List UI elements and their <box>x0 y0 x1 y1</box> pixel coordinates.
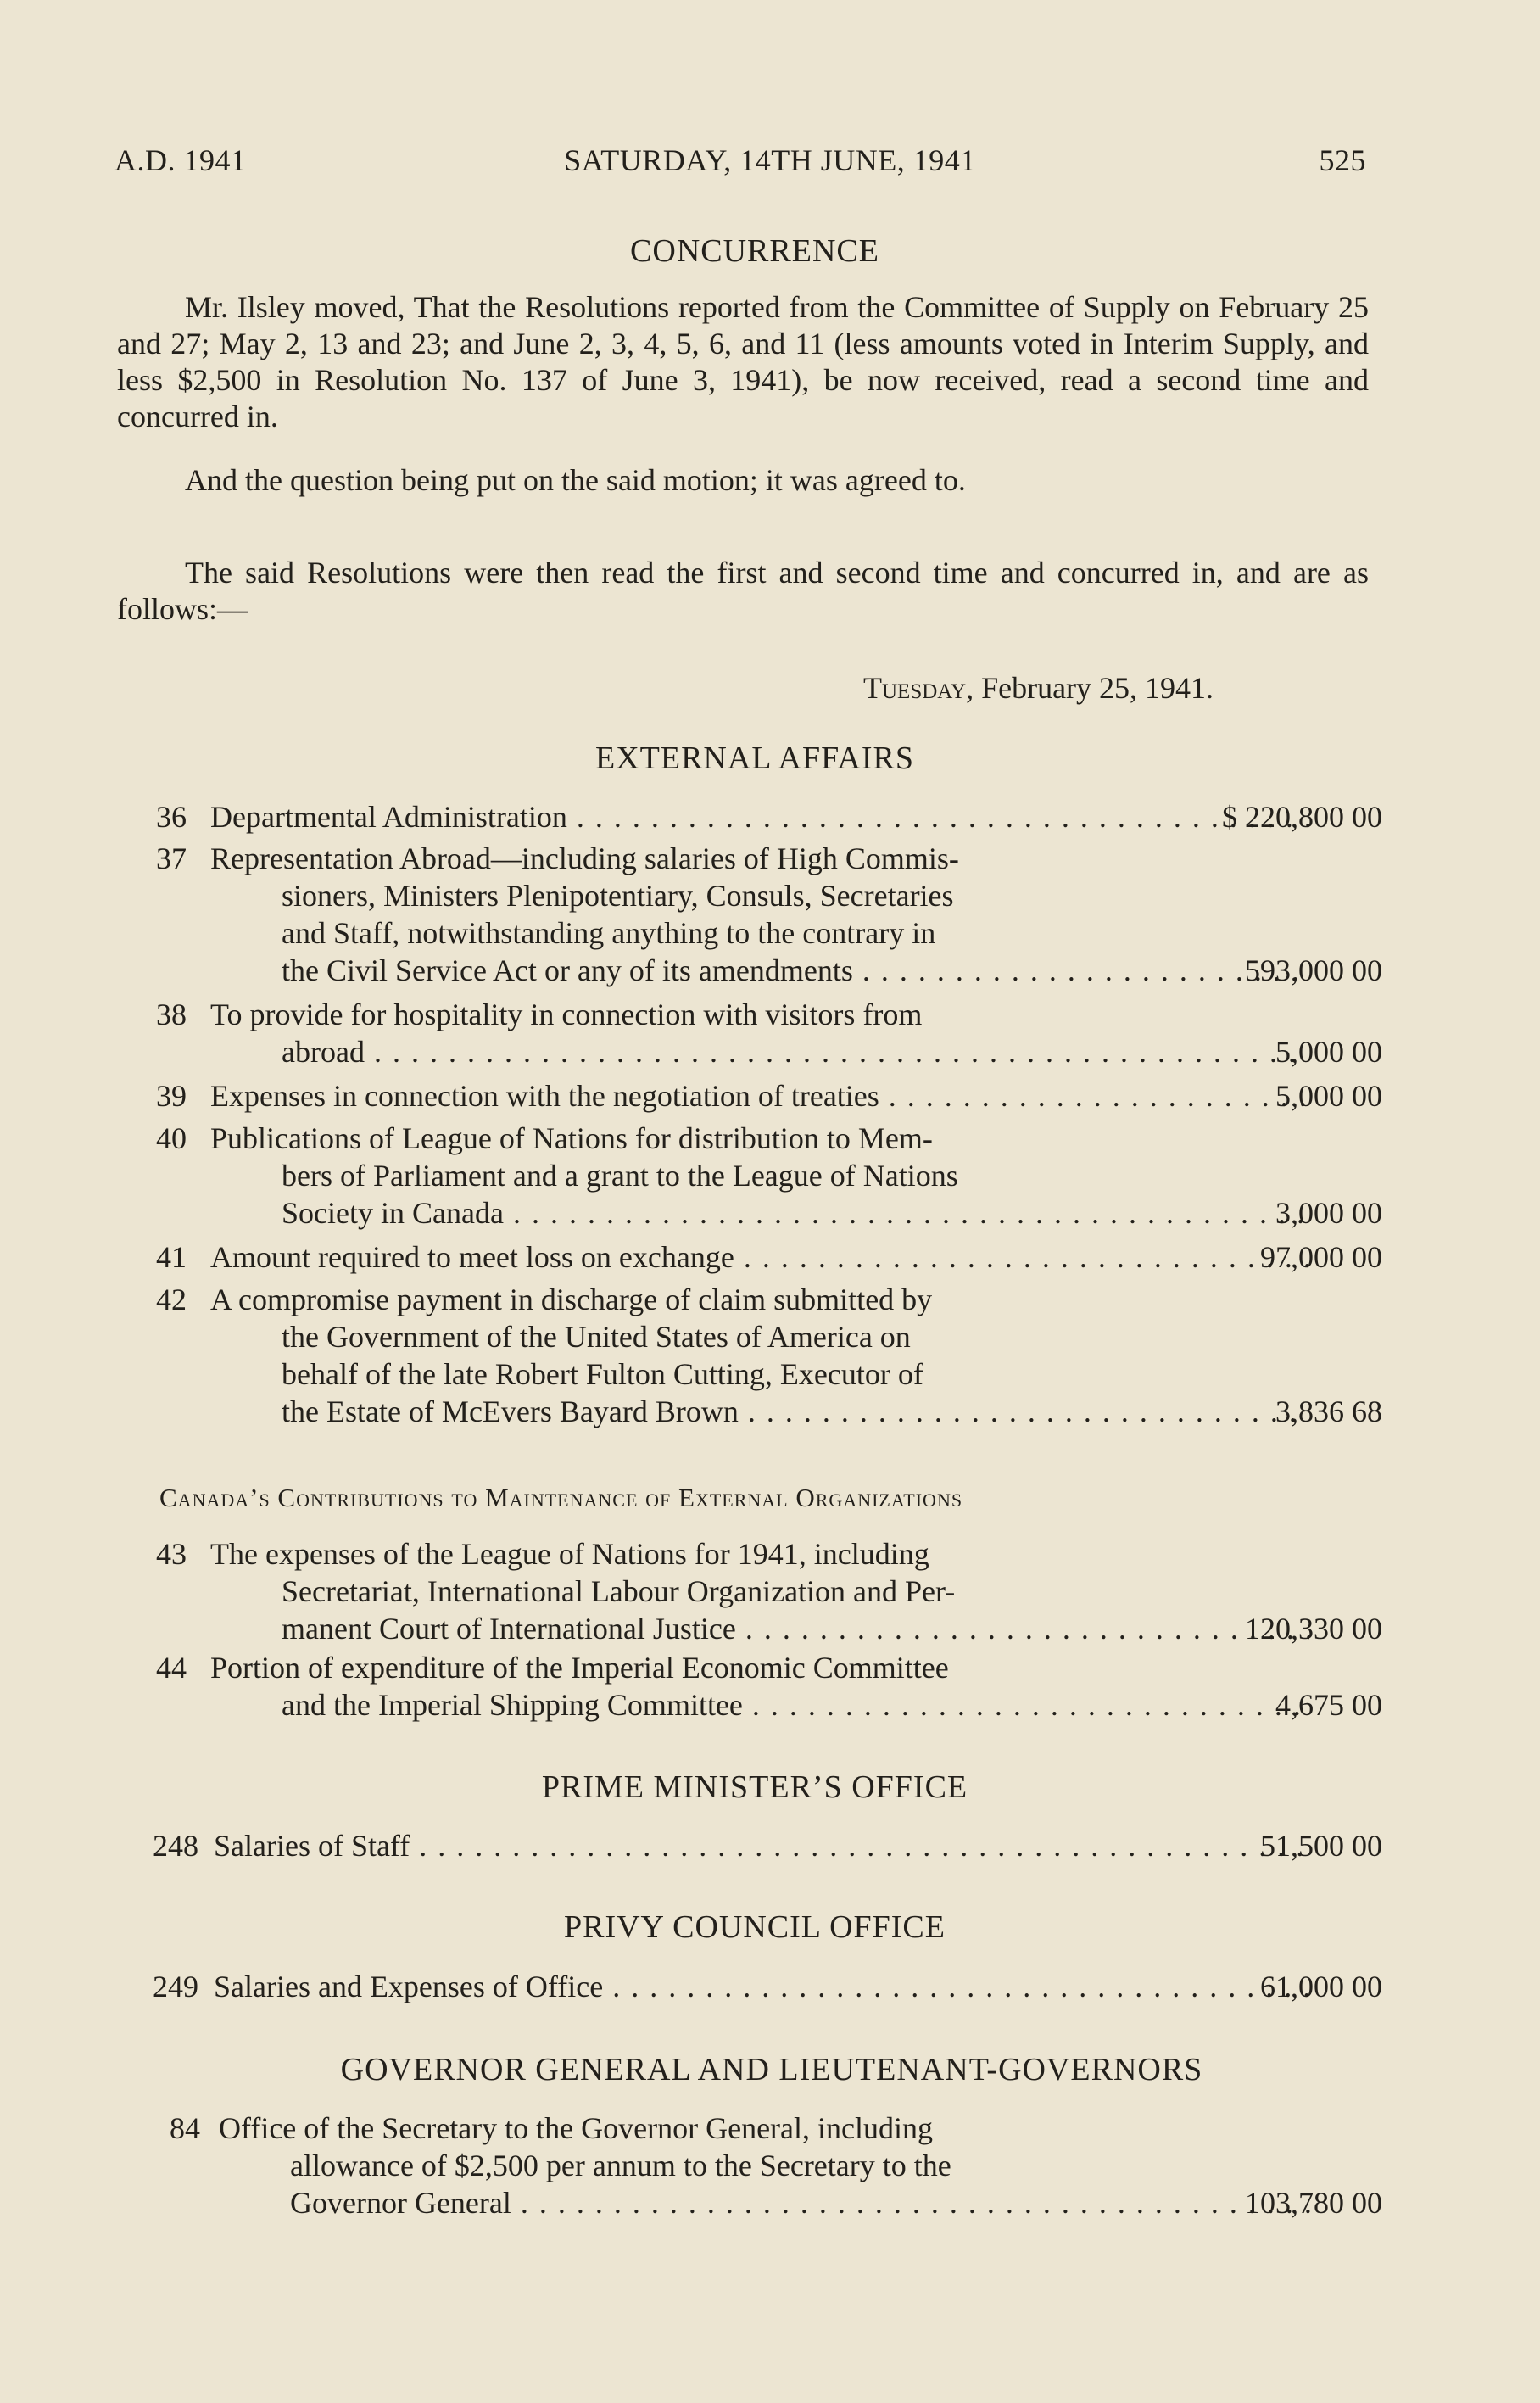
vote-line: A compromise payment in discharge of claim submitted by <box>210 1283 933 1316</box>
vote-description <box>210 1077 1309 1115</box>
section-heading-governor-general: GOVERNOR GENERAL AND LIEUTENANT-GOVERNORS <box>340 2052 1203 2087</box>
vote-item-249 <box>126 1968 1382 2005</box>
vote-item-37 <box>136 840 1382 989</box>
vote-item-43 <box>136 1535 1382 1647</box>
vote-line: Office of the Secretary to the Governor General, including <box>219 2111 934 2145</box>
vote-item-248 <box>126 1827 1382 1864</box>
vote-amount: 5,000 00 <box>1275 1035 1382 1069</box>
vote-number: 44 <box>156 1651 187 1685</box>
vote-line: Amount required to meet loss on exchange . . . <box>210 1238 1309 1276</box>
vote-description <box>219 2110 1318 2221</box>
vote-amount: 4,675 00 <box>1275 1688 1382 1722</box>
vote-amount: 5,000 00 <box>1275 1079 1382 1113</box>
vote-amount: 103,780 00 <box>1245 2186 1382 2220</box>
vote-description <box>210 1535 1309 1647</box>
vote-line: abroad . . . <box>210 1033 1309 1070</box>
page-number: 525 <box>1319 143 1366 177</box>
vote-amount: 120,330 00 <box>1245 1612 1382 1646</box>
vote-number: 42 <box>156 1283 187 1316</box>
question-paragraph: And the question being put on the said motion; it was agreed to. <box>185 463 966 497</box>
vote-line: allowance of $2,500 per annum to the Secretary to the <box>290 2149 951 2182</box>
vote-line: Salaries of Staff . . . <box>214 1827 1313 1864</box>
vote-amount: 51,500 00 <box>1260 1829 1382 1863</box>
vote-line: and Staff, notwithstanding anything to the contrary in <box>282 916 936 950</box>
vote-number: 43 <box>156 1537 187 1571</box>
vote-line: Departmental Administration . . . <box>210 798 1309 835</box>
vote-description <box>210 996 1309 1070</box>
vote-line: the Estate of McEvers Bayard Brown . . . <box>210 1393 1309 1430</box>
vote-line: manent Court of International Justice . . . <box>210 1610 1309 1647</box>
vote-amount: 593,000 00 <box>1245 953 1382 987</box>
vote-number: 249 <box>153 1970 198 2003</box>
vote-line: the Civil Service Act or any of its amendments . . . <box>210 952 1309 989</box>
vote-description <box>214 1827 1313 1864</box>
vote-item-38 <box>136 996 1382 1070</box>
vote-amount: 61,000 00 <box>1260 1970 1382 2003</box>
vote-line: behalf of the late Robert Fulton Cutting, Executor of <box>282 1357 923 1391</box>
vote-number: 84 <box>170 2111 200 2145</box>
vote-line: the Government of the United States of America on <box>282 1320 911 1354</box>
vote-item-42 <box>136 1281 1382 1430</box>
sitting-dateline <box>863 670 1214 706</box>
vote-number: 248 <box>153 1829 198 1863</box>
vote-amount: $ 220,800 00 <box>1222 800 1382 834</box>
vote-line: Secretariat, International Labour Organization and Per- <box>282 1574 956 1608</box>
vote-line: and the Imperial Shipping Committee . . . <box>210 1686 1309 1724</box>
vote-item-40 <box>136 1120 1382 1232</box>
running-head-year: A.D. 1941 <box>114 143 247 177</box>
vote-line: Publications of League of Nations for distribution to Mem- <box>210 1121 933 1155</box>
dateline-date: , February 25, 1941. <box>966 671 1214 705</box>
vote-item-84 <box>141 2110 1382 2221</box>
running-head-date: SATURDAY, 14TH JUNE, 1941 <box>564 143 976 177</box>
vote-description <box>210 798 1309 835</box>
resolutions-paragraph: The said Resolutions were then read the first and second time and concurred in, and are as follows:— <box>117 556 1369 626</box>
vote-line: bers of Parliament and a grant to the League of Nations <box>282 1159 958 1193</box>
vote-number: 38 <box>156 998 187 1031</box>
vote-number: 41 <box>156 1240 187 1274</box>
vote-amount: 3,836 68 <box>1275 1394 1382 1428</box>
dateline-day: Tuesday <box>863 671 967 705</box>
vote-number: 40 <box>156 1121 187 1155</box>
vote-description <box>210 1238 1309 1276</box>
motion-paragraph: Mr. Ilsley moved, That the Resolutions reported from the Committee of Supply on February 25 and 27; May 2, 13 and 23; and June 2, 3, 4, 5, 6, and 11 (less amounts voted in Interim Supply, and less $2,500 in Resolution No. 137 of June 3, 1941), be now received, read a second time and concurred in. <box>117 290 1369 433</box>
vote-description <box>214 1968 1313 2005</box>
vote-line: sioners, Ministers Plenipotentiary, Consuls, Secretaries <box>282 879 954 913</box>
vote-line: Salaries and Expenses of Office . . . <box>214 1968 1313 2005</box>
vote-line: Expenses in connection with the negotiation of treaties . . . <box>210 1077 1309 1115</box>
vote-item-39 <box>136 1077 1382 1115</box>
vote-number: 39 <box>156 1079 187 1113</box>
section-heading-external-affairs: EXTERNAL AFFAIRS <box>595 740 914 776</box>
vote-line: Governor General . . . <box>219 2184 1318 2221</box>
vote-description <box>210 840 1309 989</box>
vote-amount: 3,000 00 <box>1275 1196 1382 1230</box>
vote-line: Representation Abroad—including salaries of High Commis- <box>210 841 959 875</box>
vote-line: To provide for hospitality in connection with visitors from <box>210 998 923 1031</box>
vote-item-41 <box>136 1238 1382 1276</box>
vote-description <box>210 1649 1309 1724</box>
vote-description <box>210 1120 1309 1232</box>
vote-line: Society in Canada . . . <box>210 1194 1309 1232</box>
vote-number: 37 <box>156 841 187 875</box>
vote-item-44 <box>136 1649 1382 1724</box>
vote-line: The expenses of the League of Nations for 1941, including <box>210 1537 929 1571</box>
subsection-heading-contributions: Canada’s Contributions to Maintenance of External Organizations <box>159 1483 963 1512</box>
section-heading-prime-minister: PRIME MINISTER’S OFFICE <box>541 1769 968 1805</box>
vote-description <box>210 1281 1309 1430</box>
vote-number: 36 <box>156 800 187 834</box>
vote-line: Portion of expenditure of the Imperial Economic Committee <box>210 1651 949 1685</box>
section-heading-privy-council: PRIVY COUNCIL OFFICE <box>563 1909 946 1945</box>
vote-amount: 97,000 00 <box>1260 1240 1382 1274</box>
concurrence-heading: CONCURRENCE <box>630 233 879 269</box>
vote-item-36 <box>136 798 1382 835</box>
